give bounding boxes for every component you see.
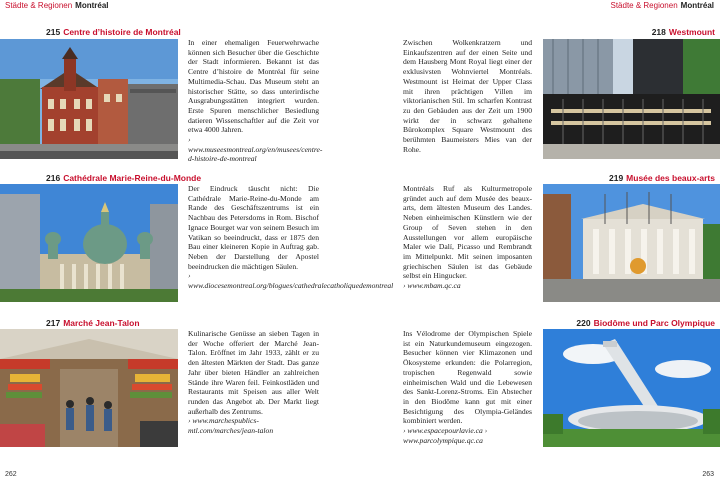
entry-text-216 [188, 184, 394, 291]
entry-url: › www.museesmontreal.org/en/musees/centre-d-histoire-de-montreal [188, 135, 323, 164]
photo-centre-histoire [0, 39, 178, 159]
entry-title-217 [46, 318, 140, 328]
entry-title-219 [609, 173, 715, 183]
photo-musee-beaux-arts [543, 184, 720, 302]
entry-name: Marché Jean-Talon [63, 318, 140, 328]
entry-number: 219 [608, 173, 624, 183]
page-number-right: 263 [702, 471, 714, 478]
entry-number: 220 [576, 318, 591, 328]
entry-title-216 [46, 173, 201, 183]
entry-number: 217 [46, 318, 61, 328]
entry-title-218 [652, 27, 715, 37]
entry-url: › www.diocesemontreal.org/blogues/cathedralecatholiquedemontreal [188, 271, 394, 291]
entry-body: Kulinarische Genüsse an sieben Tagen in der Woche offeriert der Marché Jean-Talon. Eröffnet im Jahr 1933, zählt er zu den ältesten Märkten der Stadt. Das ganze Jahr über bieten Händler an zahlreichen Stände ihre Waren feil. Feinkostläden und Restaurants mit Speisen aus aller Welt runden das Angebot ab. Der Markt liegt außerhalb des Zentrums. [188, 329, 319, 416]
header-section: Städte & Regionen [5, 1, 73, 10]
entry-body: Zwischen Wolkenkratzern und Einkaufszentren auf der einen Seite und dem Hausberg Mont Royal liegt einer der exklusivsten Wohnviertel Montréals. Westmount ist Heimat der Upper Class mit ihren prächtigen Villen im viktorianischen Stil. Im scharfen Kontrast zu den Gebäuden aus der Zeit um 1900 wirkt der in schwarz gehaltene Bürokomplex Square Westmount des berühmten Baumeisters Mies van der Rohe. [403, 38, 532, 154]
entry-text-220 [403, 329, 532, 445]
entry-text-215 [188, 38, 323, 164]
running-header [5, 1, 109, 10]
entry-title-215 [46, 27, 181, 37]
entry-name: Cathédrale Marie-Reine-du-Monde [63, 173, 202, 183]
header-section: Städte & Regionen [610, 1, 678, 10]
header-city: Montréal [75, 1, 109, 10]
entry-url: › www.marchespublics-mtl.com/marches/jean-talon [188, 416, 274, 436]
entry-name: Biodôme und Parc Olympique [593, 318, 715, 328]
entry-text-219 [403, 184, 532, 291]
entry-text-217 [188, 329, 319, 436]
running-header [610, 1, 714, 10]
entry-number: 215 [46, 27, 61, 37]
entry-text-218 [403, 38, 532, 154]
right-page [360, 0, 720, 481]
entry-url: › www.espacepourlavie.ca › www.parcolympique.qc.ca [403, 426, 488, 445]
entry-body: Der Eindruck täuscht nicht: Die Cathédrale Marie-Reine-du-Monde am Rande des Geschäftszentrums ist ein Nachbau des Petersdoms in Rom. Bischof Ignace Bourget war von seinem Besuch im Vatikan so beeindruckt, dass er 1875 den Bau einer kleineren Kopie in Auftrag gab. Neben der Darstellung der Apostel beeindrucken die mächtigen Säulen. [188, 184, 319, 271]
entry-number: 216 [46, 173, 61, 183]
entry-title-220 [576, 318, 715, 328]
entry-name: Musée des beaux-arts [626, 173, 715, 183]
photo-cathedrale [0, 184, 178, 302]
page-number-left: 262 [5, 471, 17, 478]
entry-body: Ins Vélodrome der Olympischen Spiele ist ein Naturkundemuseum eingezogen. Besucher können vier Klimazonen und Ökosysteme erkunden: die Polarregion, tropischen Regenwald sowie einheimischen Wald und die Lebewesen des Sankt-Lorenz-Stroms. Ein Abstecher in den Biodôme kann gut mit einer Besichtigung des Olympia-Geländes kombiniert werden. [403, 329, 532, 426]
photo-biodome-parc-olympique [543, 329, 720, 447]
entry-name: Centre d’histoire de Montréal [63, 27, 181, 37]
entry-name: Westmount [668, 27, 715, 37]
entry-body: In einer ehemaligen Feuerwehrwache können sich Besucher über die Geschichte der Stadt informieren. Bekannt ist das Centre d’histoire de Montréal für seine Multimedia-Schau. Das Museum steht an historischer Stätte, so dass unterirdische Ausgrabungsstätten integriert wurden. Erste Spuren menschlicher Besiedlung datieren Wissenschaftler auf die Zeit vor etwa 4000 Jahren. [188, 38, 319, 135]
header-city: Montréal [680, 1, 714, 10]
entry-url: › www.mbam.qc.ca [403, 281, 461, 291]
entry-body: Montréals Ruf als Kulturmetropole gründet auch auf dem Musée des beaux-arts, dem ältesten Museum des Landes. Neben einheimischen Künstlern wie der Group of Seven stehen in den Ausstellungen vor allem europäische Maler wie Dalí, Picasso und Rembrandt im Mittelpunkt. Mit seinen imposanten griechischen Säulen ist das Gebäude selbst ein Hingucker. [403, 184, 532, 281]
photo-marche-jean-talon [0, 329, 178, 447]
entry-number: 218 [651, 27, 666, 37]
photo-westmount [543, 39, 720, 159]
